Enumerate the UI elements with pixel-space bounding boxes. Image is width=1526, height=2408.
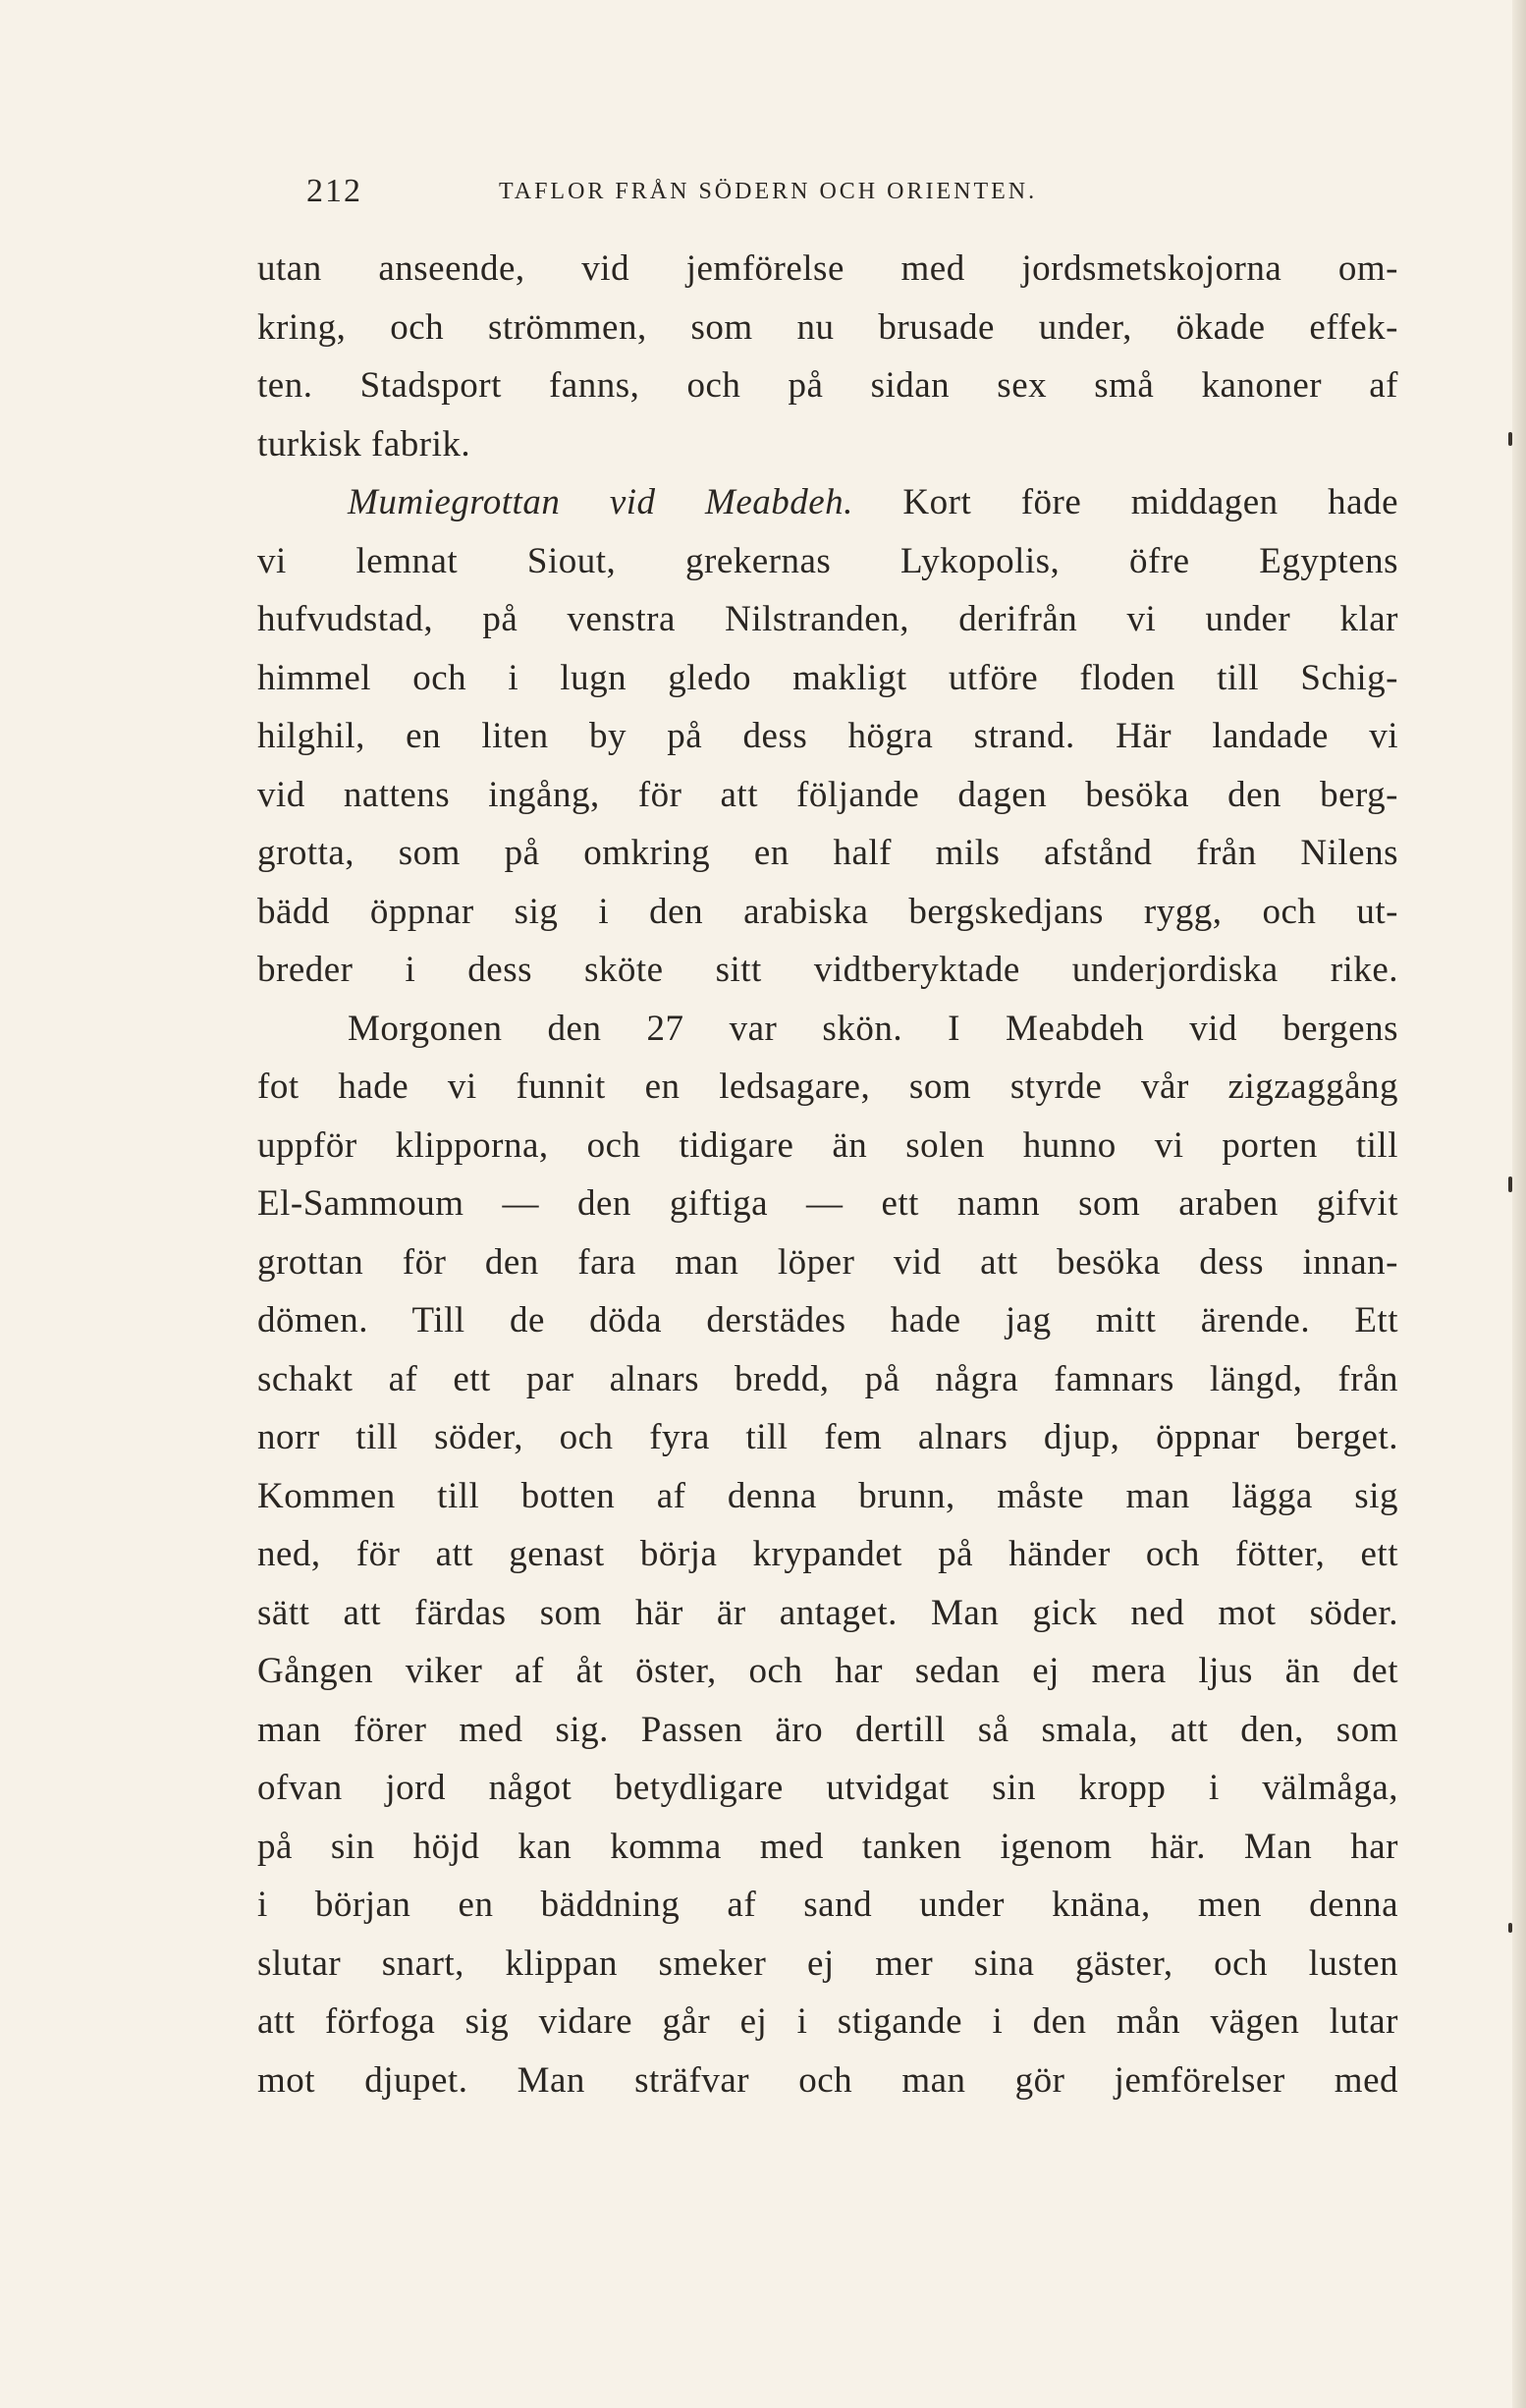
page-edge bbox=[1512, 0, 1526, 2408]
text-line: bädd öppnar sig i den arabiska bergskedjans rygg, och ut- bbox=[257, 891, 1398, 932]
text-line: dömen. Till de döda derstädes hade jag mitt ärende. Ett bbox=[257, 1300, 1398, 1341]
text-line: schakt af ett par alnars bredd, på några famnars längd, från bbox=[257, 1358, 1398, 1399]
running-title: TAFLOR FRÅN SÖDERN OCH ORIENTEN. bbox=[499, 179, 1038, 204]
text-line: hufvudstad, på venstra Nilstranden, derifrån vi under klar bbox=[257, 599, 1398, 639]
text-line: turkisk fabrik. bbox=[257, 423, 471, 465]
text-line: vi lemnat Siout, grekernas Lykopolis, öfre Egyptens bbox=[257, 540, 1398, 581]
margin-mark bbox=[1508, 1177, 1512, 1192]
text-line: breder i dess sköte sitt vidtberyktade underjordiska rike. bbox=[257, 950, 1398, 990]
text-line: utan anseende, vid jemförelse med jordsmetskojorna om- bbox=[257, 248, 1398, 289]
text-line: uppför klipporna, och tidigare än solen hunno vi porten till bbox=[257, 1124, 1398, 1166]
text-line: slutar snart, klippan smeker ej mer sina gäster, och lusten bbox=[257, 1943, 1398, 1984]
text-line: ten. Stadsport fanns, och på sidan sex små kanoner af bbox=[257, 365, 1398, 406]
body-text bbox=[257, 240, 1398, 2109]
text-line: ned, för att genast börja krypandet på händer och fötter, ett bbox=[257, 1534, 1398, 1574]
section-heading: Mumiegrottan vid Meabdeh. bbox=[348, 482, 853, 522]
page-header bbox=[306, 173, 1387, 222]
text-line: fot hade vi funnit en ledsagare, som styrde vår zigzaggång bbox=[257, 1067, 1398, 1107]
text-line: hilghil, en liten by på dess högra strand. Här landade vi bbox=[257, 716, 1398, 756]
text-line: mot djupet. Man sträfvar och man gör jemförelser med bbox=[257, 2059, 1398, 2101]
text-line: himmel och i lugn gledo makligt utföre floden till Schig- bbox=[257, 657, 1398, 698]
text-line: Kommen till botten af denna brunn, måste man lägga sig bbox=[257, 1475, 1398, 1516]
text-line: man förer med sig. Passen äro dertill så smala, att den, som bbox=[257, 1709, 1398, 1750]
text-line: vid nattens ingång, för att följande dagen besöka den berg- bbox=[257, 774, 1398, 815]
text-line: sätt att färdas som här är antaget. Man gick ned mot söder. bbox=[257, 1592, 1398, 1633]
section-heading-line bbox=[257, 473, 1398, 532]
text-line: norr till söder, och fyra till fem alnars djup, öppnar berget. bbox=[257, 1417, 1398, 1457]
text-line: Gången viker af åt öster, och har sedan ej mera ljus än det bbox=[257, 1651, 1398, 1691]
page-number: 212 bbox=[306, 173, 362, 209]
text-line: grotta, som på omkring en half mils afstånd från Nilens bbox=[257, 833, 1398, 873]
text-line: ofvan jord något betydligare utvidgat sin kropp i välmåga, bbox=[257, 1768, 1398, 1808]
text-line: Morgonen den 27 var skön. I Meabdeh vid bergens bbox=[348, 1008, 1398, 1049]
margin-mark bbox=[1508, 432, 1512, 446]
text-line: El-Sammoum — den giftiga — ett namn som araben gifvit bbox=[257, 1183, 1398, 1224]
margin-mark bbox=[1508, 1923, 1512, 1933]
text-line: i början en bäddning af sand under knäna, men denna bbox=[257, 1885, 1398, 1925]
text-line: kring, och strömmen, som nu brusade under, ökade effek- bbox=[257, 306, 1398, 348]
text-line: på sin höjd kan komma med tanken igenom här. Man har bbox=[257, 1826, 1398, 1867]
text-line: Kort före middagen hade bbox=[852, 482, 1398, 522]
text-line: grottan för den fara man löper vid att besöka dess innan- bbox=[257, 1241, 1398, 1283]
text-line: att förfoga sig vidare går ej i stigande i den mån vägen lutar bbox=[257, 2001, 1398, 2042]
